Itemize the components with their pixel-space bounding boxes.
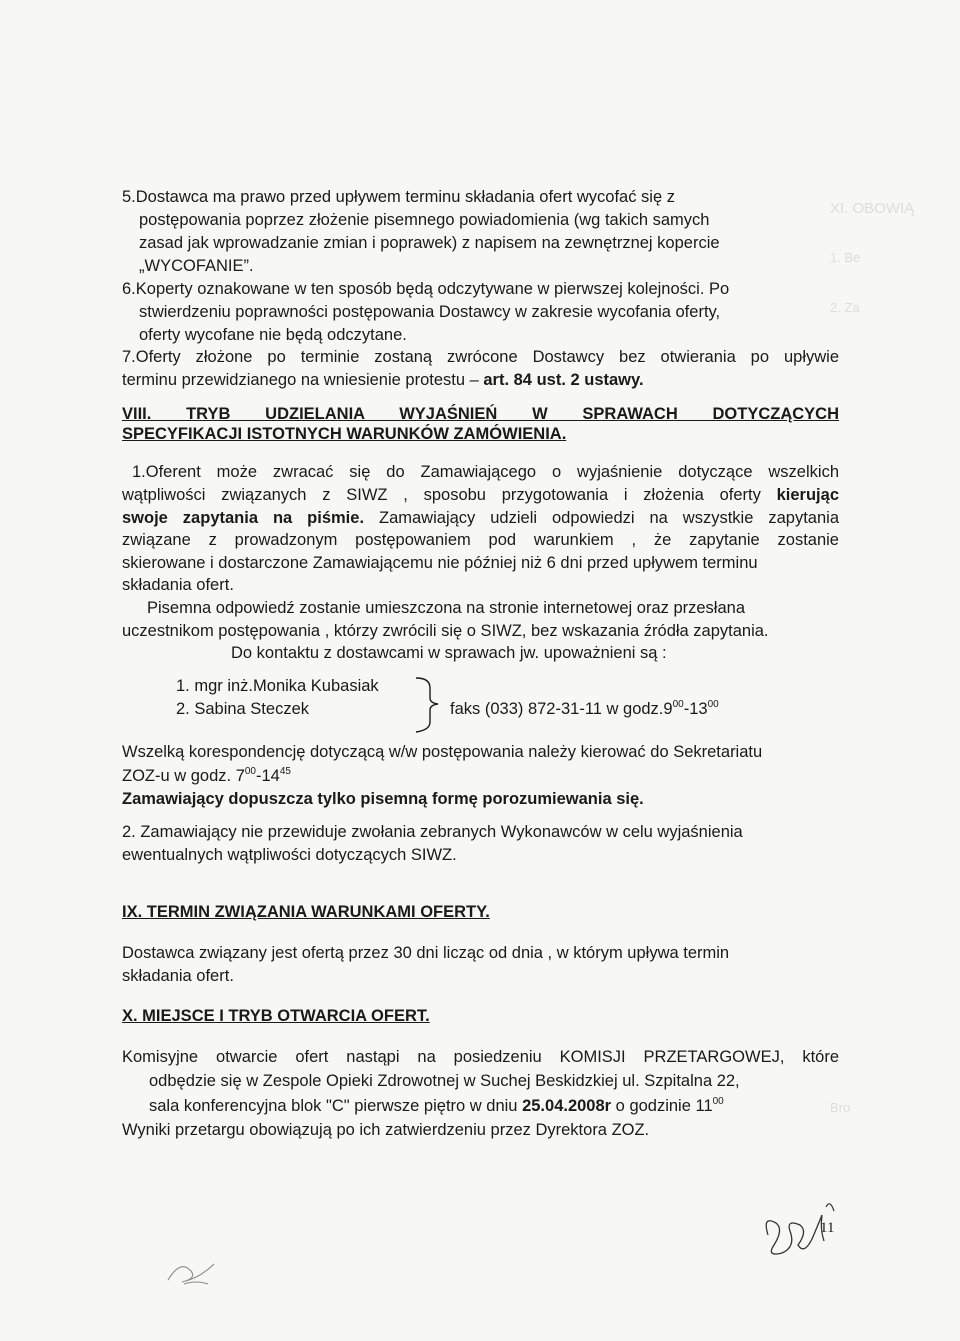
initials-mark — [160, 1250, 230, 1290]
corr-sup: 00 — [244, 766, 256, 777]
s7-line: 7.Oferty złożone po terminie zostaną zwrócone Dostawcy bez otwierania po upływie — [122, 348, 839, 366]
correspondence-line: Wszelką korespondencję dotyczącą w/w postępowania należy kierować do Sekretariatu — [122, 743, 763, 761]
sec10-line: Komisyjne otwarcie ofert nastąpi na posiedzeniu KOMISJI PRZETARGOWEJ, które — [122, 1048, 839, 1066]
sec9-line: składania ofert. — [122, 967, 234, 985]
s7-text: terminu przewidzianego na wniesienie protestu – — [122, 371, 484, 389]
sec10-sup: 00 — [712, 1096, 724, 1107]
sec8-p3-line: 2. Zamawiający nie przewiduje zwołania zebranych Wykonawców w celu wyjaśnienia — [122, 823, 743, 841]
sec9-heading: IX. TERMIN ZWIĄZANIA WARUNKAMI OFERTY. — [122, 903, 490, 921]
s7-legal-ref: art. 84 ust. 2 ustawy. — [483, 371, 644, 389]
sec10-heading: X. MIEJSCE I TRYB OTWARCIA OFERT. — [122, 1007, 430, 1025]
s6-line: oferty wycofane nie będą odczytane. — [139, 326, 407, 344]
sec8-p1-line: składania ofert. — [122, 576, 234, 594]
sec8-p1-text: Zamawiający udzieli odpowiedzi na wszystkie zapytania — [364, 509, 839, 527]
correspondence-line — [122, 766, 291, 787]
bleed-through: XI. OBOWIĄ — [830, 200, 915, 217]
sec8-p2-line: Do kontaktu z dostawcami w sprawach jw. upoważnieni są : — [231, 644, 667, 662]
sec10-date: 25.04.2008r — [522, 1097, 612, 1115]
bold-note: Zamawiający dopuszcza tylko pisemną formę porozumiewania się. — [122, 790, 644, 808]
sec8-p1-line: 1.Oferent może zwracać się do Zamawiającego o wyjaśnienie dotyczące wszelkich — [132, 463, 839, 481]
bleed-through: 1. Be — [830, 250, 861, 265]
s5-line: postępowania poprzez złożenie pisemnego powiadomienia (wg takich samych — [139, 211, 710, 229]
corr-text: ZOZ-u w godz. 7 — [122, 767, 245, 785]
fax-sup: 00 — [672, 699, 684, 710]
sec8-p1-line: związane z prowadzonym postępowaniem pod warunkiem , że zapytanie zostanie — [122, 531, 839, 549]
sec8-p3-line: ewentualnych wątpliwości dotyczących SIWZ. — [122, 846, 457, 864]
curly-brace-icon — [396, 674, 456, 736]
sec10-text: o godzinie 11 — [611, 1097, 713, 1115]
sec8-p1-line — [122, 485, 839, 506]
sec8-p1-text: wątpliwości związanych z SIWZ , sposobu przygotowania i złożenia oferty — [122, 486, 777, 504]
corr-sup: 45 — [279, 766, 291, 777]
bleed-through: Bro — [830, 1100, 851, 1115]
sec8-p1-bold: kierując — [776, 486, 839, 504]
s6-line: stwierdzeniu poprawności postępowania Dostawcy w zakresie wycofania oferty, — [139, 303, 721, 321]
s6-line: 6.Koperty oznakowane w ten sposób będą odczytywane w pierwszej kolejności. Po — [122, 280, 730, 298]
fax-sup: 00 — [707, 699, 719, 710]
fax-number — [450, 699, 719, 720]
sec10-line — [149, 1096, 724, 1117]
sec8-p1-bold: swoje zapytania na piśmie. — [122, 509, 365, 527]
corr-text: -14 — [256, 767, 280, 785]
fax-text: faks (033) 872-31-11 w godz.9 — [450, 700, 673, 718]
sec8-p1-line: skierowane i dostarczone Zamawiającemu nie później niż 6 dni przed upływem terminu — [122, 554, 758, 572]
fax-text: -13 — [683, 700, 708, 718]
signature-mark — [760, 1195, 860, 1275]
s5-line: 5.Dostawca ma prawo przed upływem terminu składania ofert wycofać się z — [122, 188, 675, 206]
contact-person: 1. mgr inż.Monika Kubasiak — [176, 677, 379, 695]
sec10-line: odbędzie się w Zespole Opieki Zdrowotnej w Suchej Beskidzkiej ul. Szpitalna 22, — [149, 1072, 740, 1090]
bleed-through: 2. Za — [830, 300, 860, 315]
s7-line — [122, 370, 644, 391]
s5-line: „WYCOFANIE”. — [139, 257, 254, 275]
sec8-p2-line: Pisemna odpowiedź zostanie umieszczona na stronie internetowej oraz przesłana — [147, 599, 745, 617]
sec8-p1-line — [122, 508, 839, 529]
sec8-p2-line: uczestnikom postępowania , którzy zwrócili się o SIWZ, bez wskazania źródła zapytania. — [122, 622, 769, 640]
sec10-text: sala konferencyjna blok "C" pierwsze piętro w dniu — [149, 1097, 523, 1115]
sec8-heading: VIII. TRYB UDZIELANIA WYJAŚNIEŃ W SPRAWACH DOTYCZĄCYCH — [122, 405, 839, 423]
page-number: 11 — [820, 1220, 835, 1236]
sec8-heading: SPECYFIKACJI ISTOTNYCH WARUNKÓW ZAMÓWIENIA. — [122, 425, 567, 443]
s5-line: zasad jak wprowadzanie zmian i poprawek) z napisem na zewnętrznej kopercie — [139, 234, 720, 252]
contact-person: 2. Sabina Steczek — [176, 700, 309, 718]
sec10-line: Wyniki przetargu obowiązują po ich zatwierdzeniu przez Dyrektora ZOZ. — [122, 1121, 650, 1139]
sec9-line: Dostawca związany jest ofertą przez 30 dni licząc od dnia , w którym upływa termin — [122, 944, 730, 962]
